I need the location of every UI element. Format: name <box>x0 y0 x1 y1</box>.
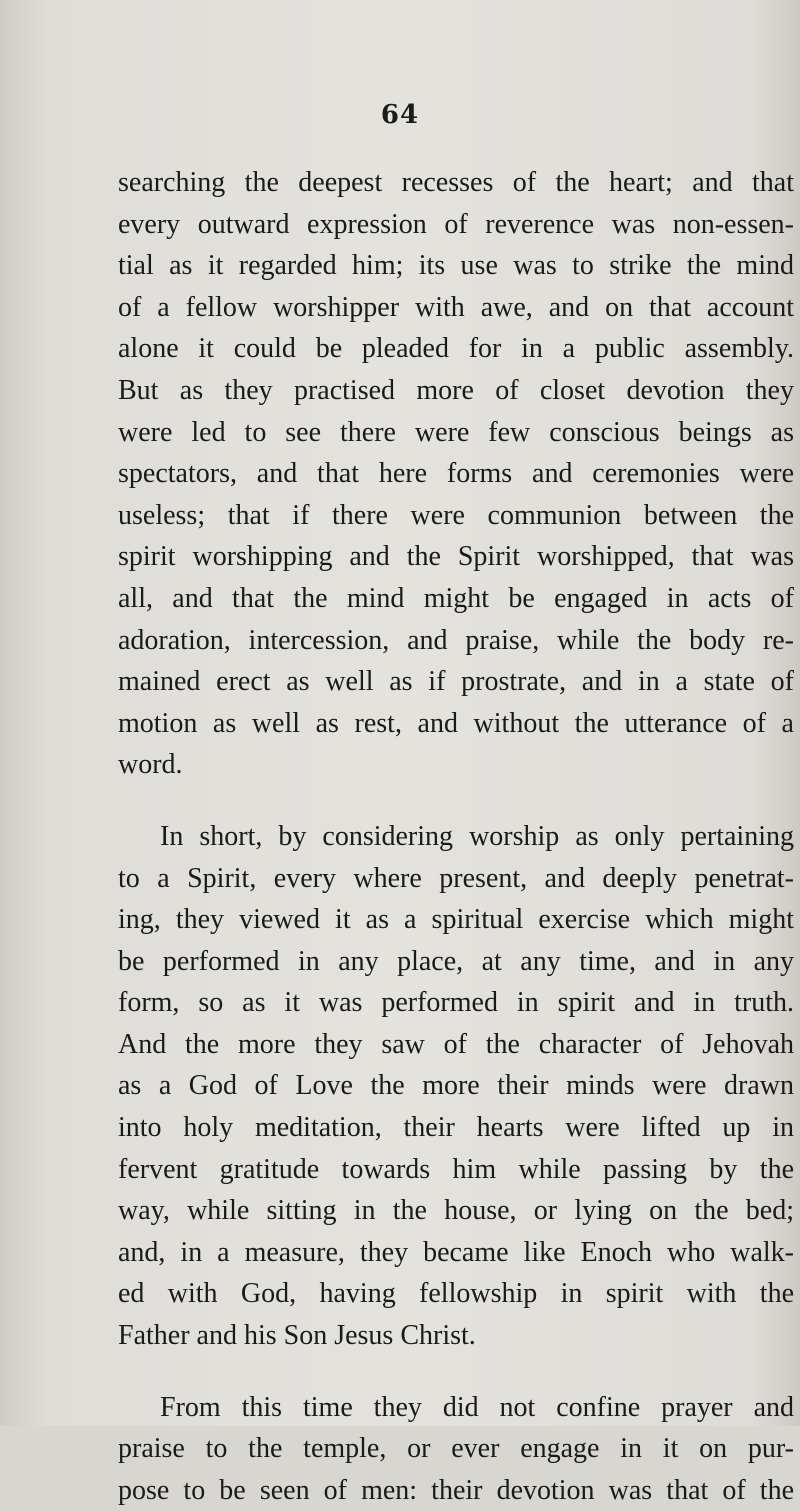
text-line: ed with God, having fellowship in spirit with the <box>118 1278 794 1310</box>
text-line: pose to be seen of men: their devotion was that of the <box>118 1474 794 1506</box>
text-line: to a Spirit, every where present, and deeply penetrat- <box>118 862 794 894</box>
text-line: From this time they did not confine prayer and <box>160 1391 794 1423</box>
text-line: spirit worshipping and the Spirit worshipped, that was <box>118 541 794 573</box>
page-number: 64 <box>380 100 420 130</box>
paragraph-3 <box>118 1387 794 1511</box>
paragraph-1 <box>118 162 794 786</box>
text-line: useless; that if there were communion between the <box>118 499 794 531</box>
text-line: as a God of Love the more their minds were drawn <box>118 1070 794 1102</box>
text-line: adoration, intercession, and praise, while the body re- <box>118 624 794 656</box>
text-line: all, and that the mind might be engaged in acts of <box>118 582 794 614</box>
text-line: of a fellow worshipper with awe, and on that account <box>118 291 794 323</box>
text-line: Father and his Son Jesus Christ. <box>118 1320 476 1352</box>
text-line: be performed in any place, at any time, and in any <box>118 945 794 977</box>
paragraph-2 <box>118 816 794 1357</box>
text-line: fervent gratitude towards him while passing by the <box>118 1153 794 1185</box>
body-text <box>118 162 794 1511</box>
text-line: word. <box>118 749 183 781</box>
text-line: motion as well as rest, and without the utterance of a <box>118 707 794 739</box>
text-line: praise to the temple, or ever engage in it on pur- <box>118 1433 794 1465</box>
text-line: spectators, and that here forms and ceremonies were <box>118 458 794 490</box>
text-line: alone it could be pleaded for in a public assembly. <box>118 333 794 365</box>
text-line: were led to see there were few conscious beings as <box>118 416 794 448</box>
text-line: every outward expression of reverence was non-essen- <box>118 208 794 240</box>
text-line: ing, they viewed it as a spiritual exercise which might <box>118 904 794 936</box>
text-line: mained erect as well as if prostrate, and in a state of <box>118 666 794 698</box>
text-line: searching the deepest recesses of the heart; and that <box>118 167 794 198</box>
text-line: into holy meditation, their hearts were lifted up in <box>118 1112 794 1144</box>
text-line: form, so as it was performed in spirit and in truth. <box>118 987 794 1019</box>
text-line: tial as it regarded him; its use was to strike the mind <box>118 250 794 282</box>
text-line: But as they practised more of closet devotion they <box>118 374 794 406</box>
text-line: And the more they saw of the character of Jehovah <box>118 1028 794 1060</box>
text-line: In short, by considering worship as only pertaining <box>160 820 794 852</box>
text-line: way, while sitting in the house, or lying on the bed; <box>118 1195 794 1227</box>
text-line: and, in a measure, they became like Enoch who walk- <box>118 1236 794 1268</box>
